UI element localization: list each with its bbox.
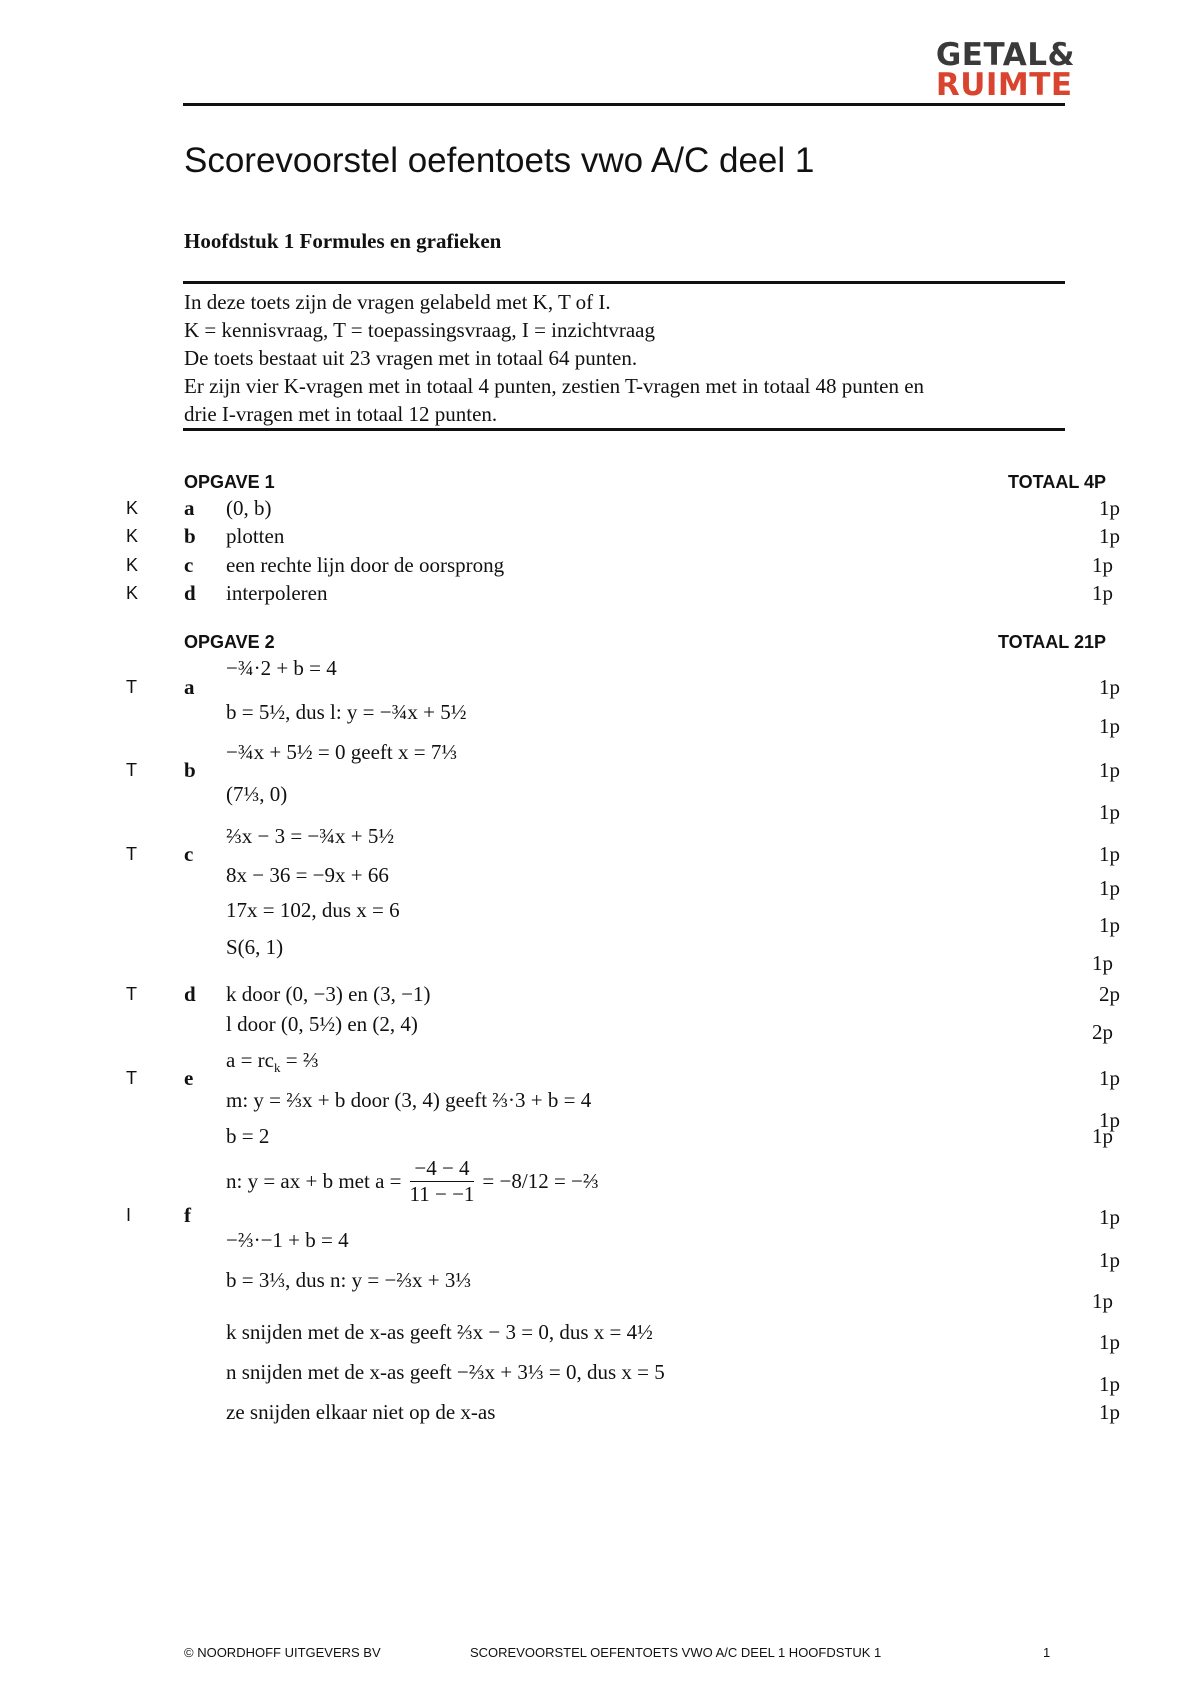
answer-text: plotten bbox=[226, 524, 285, 548]
question-category: T bbox=[126, 760, 137, 780]
intro-line: drie I-vragen met in totaal 12 punten. bbox=[184, 402, 498, 426]
fraction-denominator: 11 − −1 bbox=[409, 1182, 475, 1206]
publisher-logo bbox=[935, 37, 1075, 103]
answer-points: 1p bbox=[1099, 675, 1120, 699]
intro-bottom-rule bbox=[183, 428, 1065, 431]
formula-part: n: y = ax + b met a = bbox=[226, 1169, 402, 1193]
question-letter: b bbox=[184, 524, 196, 548]
answer-points: 1p bbox=[1092, 1124, 1113, 1148]
question-category: I bbox=[126, 1205, 132, 1225]
intro-top-rule bbox=[183, 281, 1065, 284]
answer-points: 2p bbox=[1099, 982, 1120, 1006]
question-category: K bbox=[126, 583, 139, 603]
answer-text: k snijden met de x-as geeft ⅔x − 3 = 0, dus x = 4½ bbox=[226, 1320, 653, 1344]
answer-points: 1p bbox=[1099, 524, 1120, 548]
answer-text: l door (0, 5½) en (2, 4) bbox=[226, 1012, 418, 1036]
answer-points: 1p bbox=[1092, 553, 1113, 577]
intro-line: Er zijn vier K-vragen met in totaal 4 punten, zestien T-vragen met in totaal 48 punten en bbox=[184, 374, 925, 398]
intro-text bbox=[184, 288, 1064, 428]
answer-points: 1p bbox=[1099, 1330, 1120, 1354]
footer-copyright: © NOORDHOFF UITGEVERS BV bbox=[184, 1645, 381, 1660]
question-category: K bbox=[126, 498, 139, 518]
answer-text: een rechte lijn door de oorsprong bbox=[226, 553, 505, 577]
answer-text: k door (0, −3) en (3, −1) bbox=[226, 982, 431, 1006]
question-letter: f bbox=[184, 1203, 191, 1227]
question-category: T bbox=[126, 844, 137, 864]
answer-points: 1p bbox=[1099, 842, 1120, 866]
fraction bbox=[406, 1156, 479, 1207]
answer-points: 1p bbox=[1099, 714, 1120, 738]
question-letter: a bbox=[184, 496, 195, 520]
formula-part: = ⅔ bbox=[280, 1048, 319, 1072]
opgave-2-heading: OPGAVE 2 bbox=[184, 632, 275, 652]
logo-line-2: RUIMTE bbox=[935, 67, 1073, 103]
question-letter: b bbox=[184, 758, 196, 782]
question-letter: a bbox=[184, 675, 195, 699]
formula-part: a = rc bbox=[226, 1048, 274, 1072]
answer-text: −¾·2 + b = 4 bbox=[226, 656, 337, 680]
answer-text: b = 3⅓, dus n: y = −⅔x + 3⅓ bbox=[226, 1268, 472, 1292]
intro-line: K = kennisvraag, T = toepassingsvraag, I = inzichtvraag bbox=[184, 318, 655, 342]
answer-points: 1p bbox=[1092, 951, 1113, 975]
chapter-subtitle: Hoofdstuk 1 Formules en grafieken bbox=[184, 229, 502, 253]
answer-text bbox=[226, 1156, 599, 1207]
answer-text: −⅔·−1 + b = 4 bbox=[226, 1228, 349, 1252]
question-letter: e bbox=[184, 1066, 194, 1090]
answer-points: 2p bbox=[1092, 1020, 1113, 1044]
page-title: Scorevoorstel oefentoets vwo A/C deel 1 bbox=[184, 141, 815, 180]
answer-text: ⅔x − 3 = −¾x + 5½ bbox=[226, 824, 395, 848]
fraction-numerator: −4 − 4 bbox=[410, 1156, 473, 1182]
answer-text: (7⅓, 0) bbox=[226, 782, 288, 806]
question-letter: c bbox=[184, 842, 194, 866]
answer-text: (0, b) bbox=[226, 496, 272, 520]
intro-line: In deze toets zijn de vragen gelabeld met K, T of I. bbox=[184, 290, 611, 314]
question-category: T bbox=[126, 984, 137, 1004]
footer-document-title: SCOREVOORSTEL OEFENTOETS VWO A/C DEEL 1 HOOFDSTUK 1 bbox=[470, 1645, 882, 1660]
question-letter: d bbox=[184, 982, 196, 1006]
answer-points: 1p bbox=[1092, 581, 1113, 605]
answer-points: 1p bbox=[1099, 758, 1120, 782]
question-letter: c bbox=[184, 553, 194, 577]
answer-points: 1p bbox=[1099, 1248, 1120, 1272]
opgave-1-heading: OPGAVE 1 bbox=[184, 472, 275, 492]
answer-points: 1p bbox=[1099, 496, 1120, 520]
logo-line-1: GETAL& bbox=[935, 37, 1075, 73]
header-rule bbox=[183, 103, 1065, 106]
answer-text: ze snijden elkaar niet op de x-as bbox=[226, 1400, 496, 1424]
answer-points: 1p bbox=[1092, 1289, 1113, 1313]
opgave-2-total: TOTAAL 21P bbox=[997, 632, 1106, 652]
question-letter: d bbox=[184, 581, 196, 605]
answer-points: 1p bbox=[1099, 1400, 1120, 1424]
question-category: T bbox=[126, 1068, 137, 1088]
answer-text: b = 5½, dus l: y = −¾x + 5½ bbox=[226, 700, 467, 724]
formula-subscript: k bbox=[273, 1060, 281, 1076]
answer-text: n snijden met de x-as geeft −⅔x + 3⅓ = 0, dus x = 5 bbox=[226, 1360, 665, 1384]
answer-text: 17x = 102, dus x = 6 bbox=[226, 898, 400, 922]
answer-points: 1p bbox=[1099, 1372, 1120, 1396]
answer-text: S(6, 1) bbox=[226, 935, 284, 959]
opgave-1-total: TOTAAL 4P bbox=[1007, 472, 1106, 492]
answer-text: 8x − 36 = −9x + 66 bbox=[226, 863, 389, 887]
question-category: K bbox=[126, 526, 139, 546]
question-category: T bbox=[126, 677, 137, 697]
answer-text: b = 2 bbox=[226, 1124, 270, 1148]
answer-text: interpoleren bbox=[226, 581, 328, 605]
answer-text bbox=[226, 1048, 319, 1076]
intro-line: De toets bestaat uit 23 vragen met in totaal 64 punten. bbox=[184, 346, 638, 370]
question-category: K bbox=[126, 555, 139, 575]
answer-text: m: y = ⅔x + b door (3, 4) geeft ⅔·3 + b = 4 bbox=[226, 1088, 592, 1112]
answer-points: 1p bbox=[1099, 1108, 1120, 1132]
answer-text: −¾x + 5½ = 0 geeft x = 7⅓ bbox=[226, 740, 458, 764]
answer-points: 1p bbox=[1099, 1066, 1120, 1090]
footer-page-number: 1 bbox=[1043, 1645, 1051, 1660]
answer-points: 1p bbox=[1099, 800, 1120, 824]
answer-points: 1p bbox=[1099, 913, 1120, 937]
answer-points: 1p bbox=[1099, 876, 1120, 900]
answer-points: 1p bbox=[1099, 1205, 1120, 1229]
formula-part: = −8/12 = −⅔ bbox=[482, 1169, 599, 1193]
